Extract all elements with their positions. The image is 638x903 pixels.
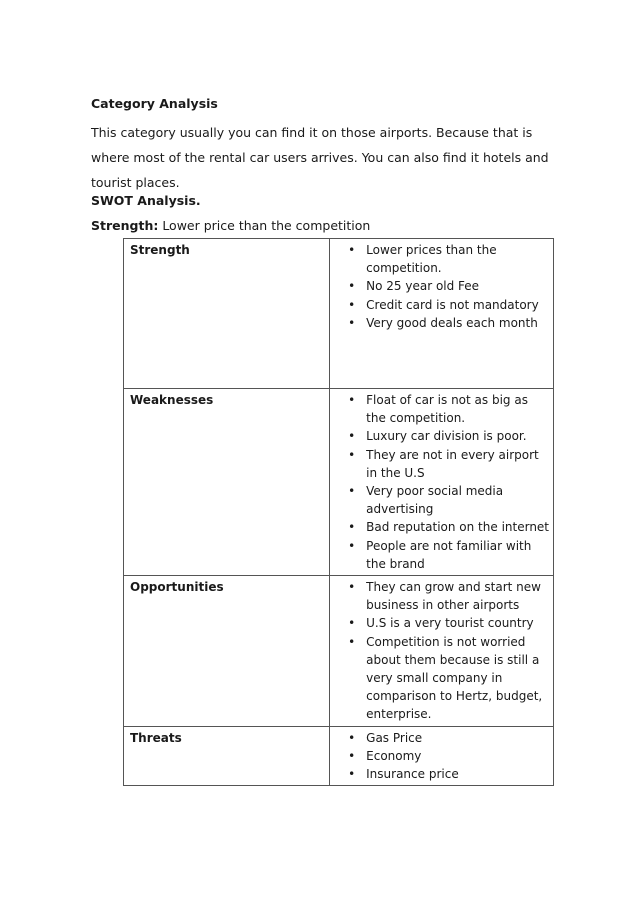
bullet-list <box>348 391 549 573</box>
category-cell: Weaknesses <box>124 389 330 576</box>
list-item: • Lower prices than the competition. <box>348 241 549 277</box>
bullet-list <box>348 578 549 724</box>
strength-summary-text: Lower price than the competition <box>158 218 371 233</box>
category-cell: Opportunities <box>124 576 330 727</box>
list-item: • Very poor social media advertising <box>348 482 549 518</box>
category-cell: Strength <box>124 239 330 389</box>
items-cell <box>330 576 554 727</box>
strength-summary <box>91 218 370 233</box>
list-item: • Economy <box>348 747 549 765</box>
table-row <box>124 576 554 727</box>
list-item: • Gas Price <box>348 729 549 747</box>
list-item: • They can grow and start new business in other airports <box>348 578 549 614</box>
list-item: • Float of car is not as big as the competition. <box>348 391 549 427</box>
list-item: • U.S is a very tourist country <box>348 614 549 632</box>
bullet-list <box>348 729 549 784</box>
list-item: • Luxury car division is poor. <box>348 427 549 445</box>
category-paragraph: This category usually you can find it on those airports. Because that is where most of the rental car users arrives. You can also find it hotels and tourist places. <box>91 125 549 190</box>
bullet-list <box>348 241 549 332</box>
items-cell <box>330 389 554 576</box>
list-item: • Insurance price <box>348 765 549 783</box>
strength-summary-label: Strength: <box>91 218 159 233</box>
items-cell <box>330 239 554 389</box>
list-item: • Very good deals each month <box>348 314 549 332</box>
list-item: • Bad reputation on the internet <box>348 518 549 536</box>
list-item: • Credit card is not mandatory <box>348 296 549 314</box>
swot-table <box>123 238 554 786</box>
table-row <box>124 389 554 576</box>
category-cell: Threats <box>124 726 330 786</box>
swot-title: SWOT Analysis. <box>91 193 201 208</box>
section-heading: Category Analysis <box>91 96 218 111</box>
items-cell <box>330 726 554 786</box>
list-item: • People are not familiar with the brand <box>348 537 549 573</box>
table-row <box>124 726 554 786</box>
table-row <box>124 239 554 389</box>
list-item: • Competition is not worried about them because is still a very small company in comparison to Hertz, budget, enterprise. <box>348 633 549 724</box>
list-item: • No 25 year old Fee <box>348 277 549 295</box>
list-item: • They are not in every airport in the U.S <box>348 446 549 482</box>
